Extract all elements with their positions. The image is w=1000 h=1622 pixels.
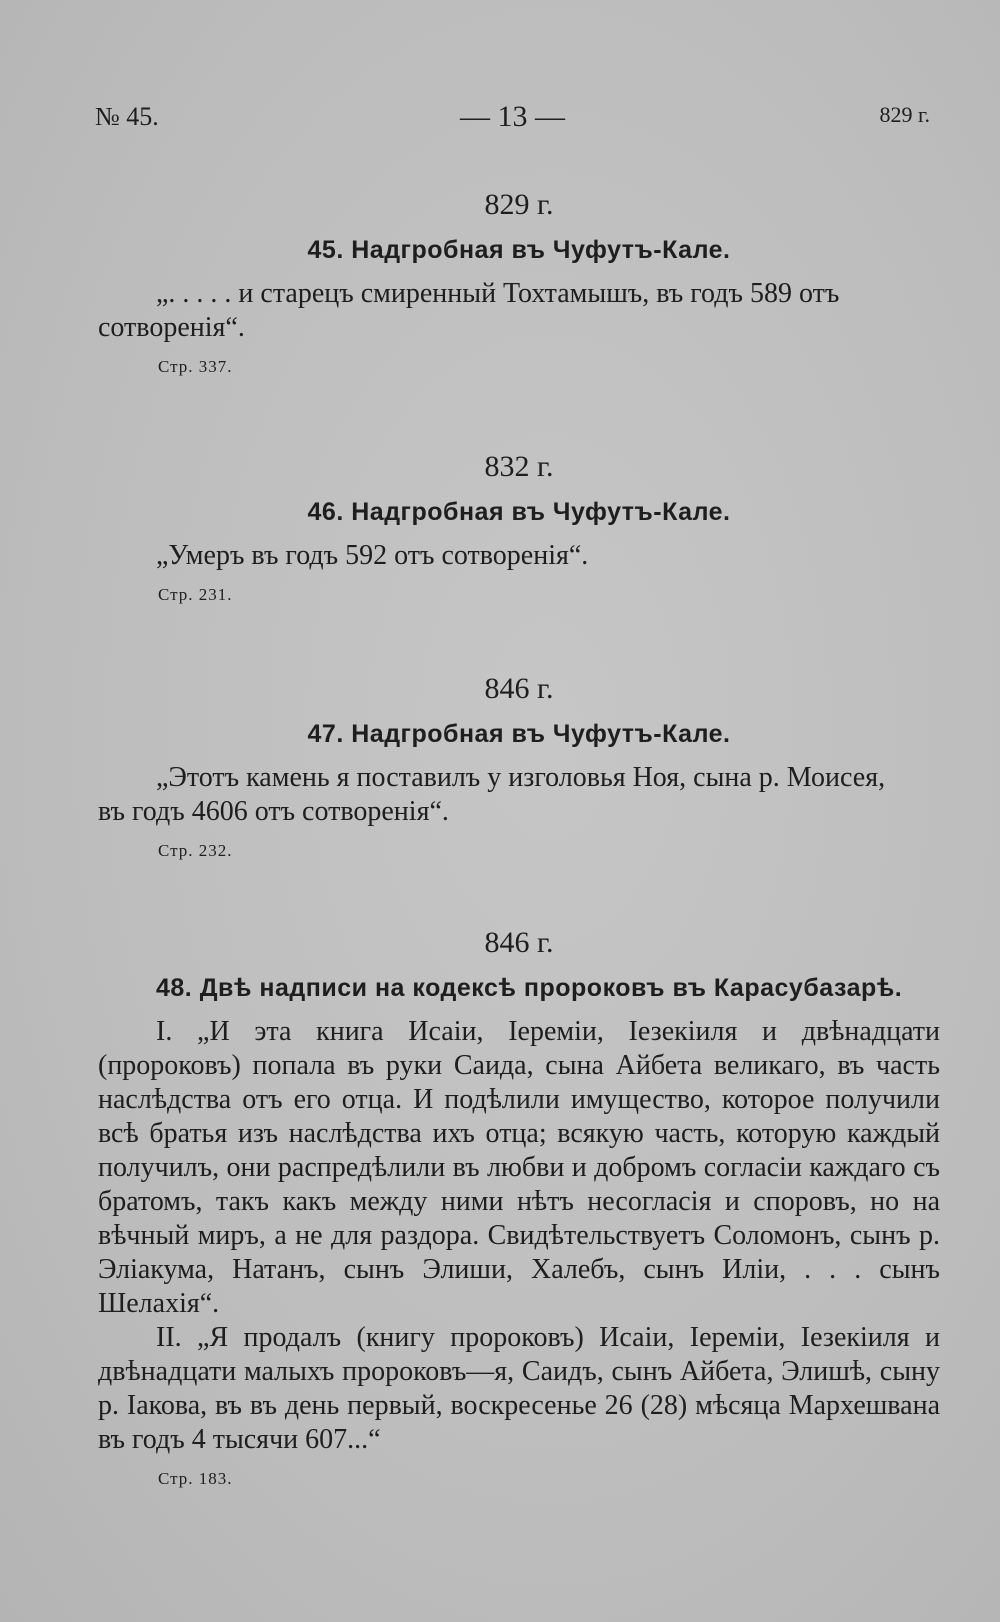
inscription-one: I. „И эта книга Исаіи, Іереміи, Іезекіиля и двѣнадцати (пророковъ) попала въ руки Саида, сына Айбета великаго, въ часть наслѣдства отъ его отца. И подѣлили имущество, которое получили всѣ братья изъ наслѣдства ихъ отца; всякую часть, которую каждый получилъ, они распредѣлили въ любви и добромъ согласіи каждаго съ братомъ, такъ какъ между ними нѣтъ несогласія и споровъ, но на вѣчный миръ, а не для раздора. Свидѣтельствуетъ Соломонъ, сынъ р. Эліакума, Натанъ, сынъ Элиши, Халебъ, сынъ Иліи, . . . сынъ Шелахія“. [98,1016,940,1319]
entry-year: 846 г. [484,926,554,959]
entry-text [98,277,940,345]
entry-year: 832 г. [484,450,554,483]
entry-year: 829 г. [484,188,554,221]
page-reference: Стр. 183. [158,1469,233,1488]
entry-48 [98,926,940,1489]
entry-47 [98,672,940,861]
running-head [95,100,930,140]
entry-46 [98,450,940,605]
entry-text [98,761,940,829]
entry-text-line: „Умеръ въ годъ 592 отъ сотворенія“. [156,540,589,571]
entry-text-line: „. . . . . и старецъ смиренный Тохтамышъ, въ годъ 589 отъ [156,278,840,309]
running-year: 829 г. [879,102,930,127]
entry-text-line: въ годъ 4606 отъ сотворенія“. [98,796,449,827]
entry-text [98,539,940,573]
entry-heading: 48. Двѣ надписи на кодексѣ пророковъ въ Карасубазарѣ. [156,974,903,1002]
page-number: — 13 — [460,100,565,133]
entry-text [98,1015,940,1457]
entry-heading: 47. Надгробная въ Чуфутъ-Кале. [307,720,731,748]
entry-45 [98,188,940,377]
entry-text-line: сотворенія“. [98,312,245,343]
entry-heading: 46. Надгробная въ Чуфутъ-Кале. [307,498,731,526]
document-number: № 45. [95,102,159,131]
page-reference: Стр. 337. [158,357,233,376]
entry-year: 846 г. [484,672,554,705]
page-reference: Стр. 231. [158,585,233,604]
page-reference: Стр. 232. [158,841,233,860]
inscription-two: II. „Я продалъ (книгу пророковъ) Исаіи, Іереміи, Іезекіиля и двѣнадцати малыхъ пророковъ—я, Саидъ, сынъ Айбета, Элишѣ, сыну р. Іакова, въ въ день первый, воскресенье 26 (28) мѣсяца Мархешвана въ годъ 4 тысячи 607...“ [98,1322,940,1455]
entry-heading: 45. Надгробная въ Чуфутъ-Кале. [307,236,731,264]
entry-text-line: „Этотъ камень я поставилъ у изголовья Ноя, сына р. Моисея, [156,762,886,793]
